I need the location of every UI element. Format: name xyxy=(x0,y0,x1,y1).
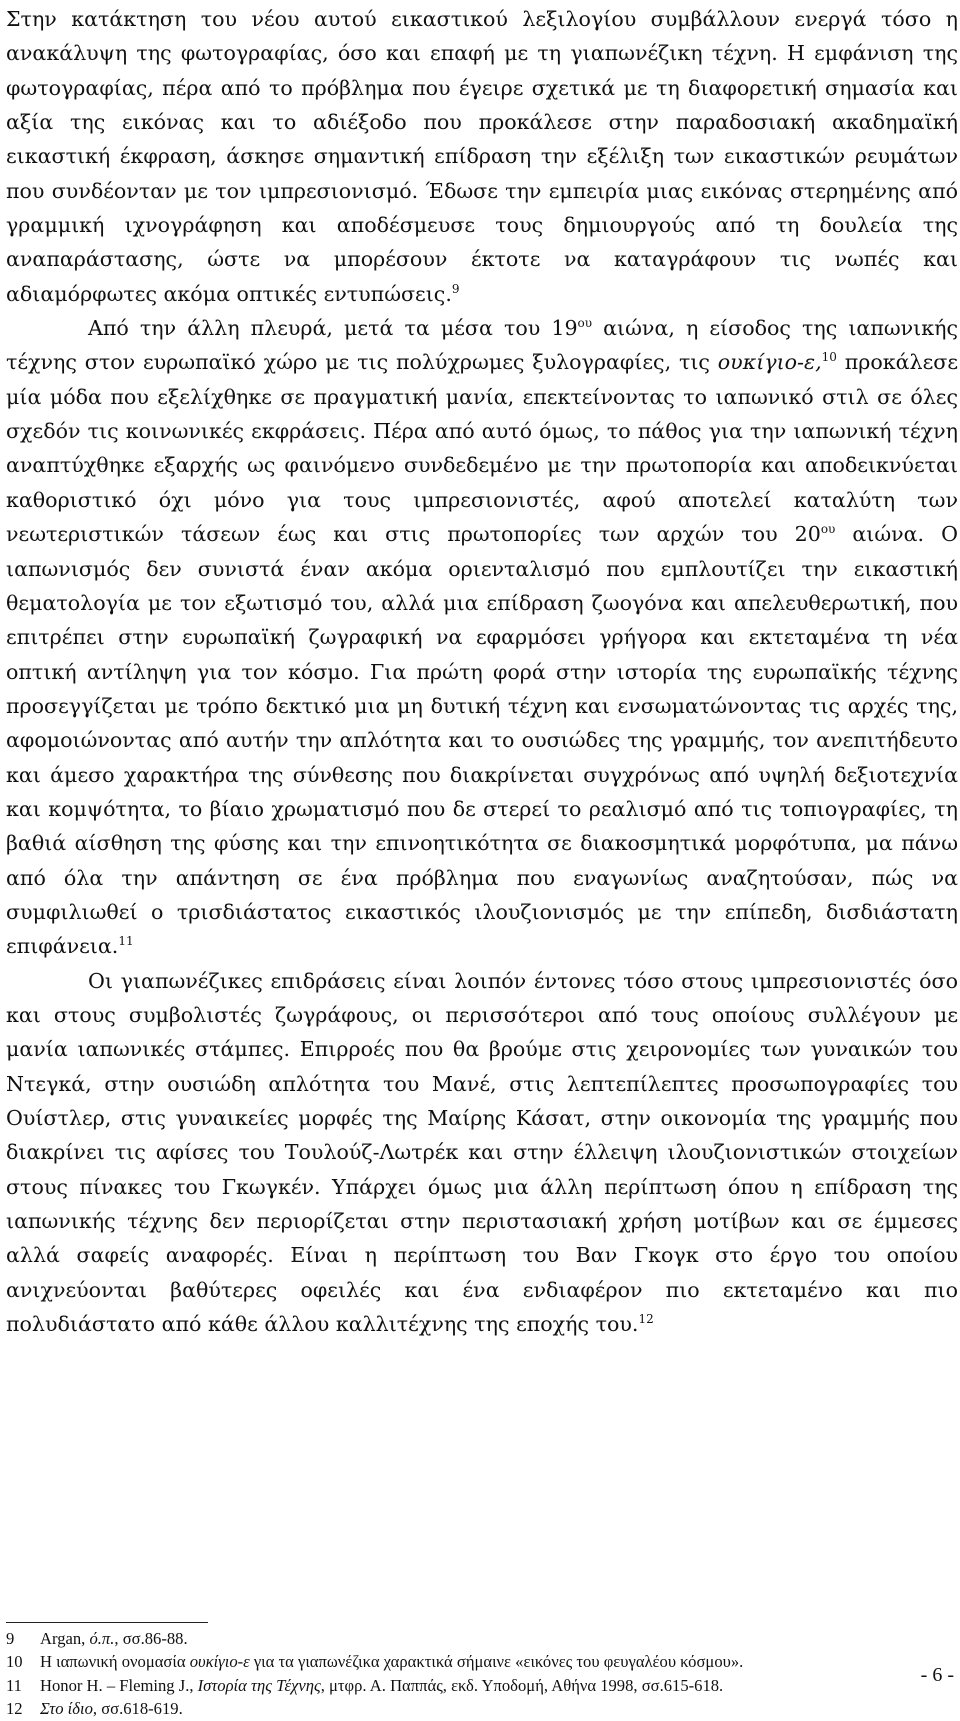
footnote-ref-12: 12 xyxy=(638,1312,654,1327)
paragraph-text: Στην κατάκτηση του νέου αυτού εικαστικού λεξιλογίου συμβάλλουν ενεργά τόσο η ανακάλυψη της φωτογραφίας, όσο και επαφή με τη γιαπωνέζικη τέχνη. Η εμφάνιση της φωτογραφίας, πέρα από το πρόβλημα που έγειρε σχετικά με τη διαφορετική σημασία και αξία της εικόνας και το αδιέξοδο που προκάλεσε στην παραδοσιακή ακαδημαϊκή εικαστική έκφραση, άσκησε σημαντική επίδραση την εξέλιξη των εικαστικών ρευμάτων που συνδέονταν με τον ιμπρεσιονισμό. Έδωσε την εμπειρία μιας εικόνας στερημένης από γραμμική ιχνογράφηση και αποδέσμευσε τους δημιουργούς από τη δουλεία της αναπαράστασης, ώστε να μπορέσουν έκτοτε να καταγράφουν τις νωπές και αδιαμόρφωτες ακόμα οπτικές εντυπώσεις. xyxy=(6,7,958,306)
footnote-text: Η ιαπωνική ονομασία xyxy=(40,1652,190,1672)
footnote-12 xyxy=(6,1697,956,1720)
footnote-ref-9: 9 xyxy=(451,281,460,296)
paragraph-text: αιώνα, η είσοδος της ιαπωνικής τέχνης στον ευρωπαϊκό χώρο με τις πολύχρωμες ξυλογραφίες, τις xyxy=(6,316,958,375)
paragraph-3 xyxy=(6,964,958,1342)
footnote-text: για τα γιαπωνέζικα χαρακτικά σήμαινε «εικόνες του φευγαλέου κόσμου». xyxy=(249,1652,744,1672)
footnote-11 xyxy=(6,1674,956,1697)
footnote-number: 12 xyxy=(6,1699,23,1719)
footnote-divider xyxy=(6,1622,208,1623)
paragraph-text: προκάλεσε μία μόδα που εξελίχθηκε σε πραγματική μανία, επεκτείνοντας το ιαπωνικό στιλ σε όλες σχεδόν τις κοινωνικές εκφράσεις. Πέρα από αυτό όμως, το πάθος για την ιαπωνική τέχνη αναπτύχθηκε εξαρχής ως φαινόμενο συνδεδεμένο με την πρωτοπορία και αποδεικνύεται καθοριστικό όχι μόνο για τους ιμπρεσιονιστές, αφού αποτελεί καταλύτη των νεωτεριστικών τάσεων έως και στις πρωτοπορίες των αρχών του 20 xyxy=(6,350,958,547)
paragraph-text: Οι γιαπωνέζικες επιδράσεις είναι λοιπόν έντονες τόσο στους ιμπρεσιονιστές όσο και στους συμβολιστές ζωγράφους, οι περισσότεροι από τους οποίους συλλέγουν με μανία ιαπωνικές στάμπες. Επιρροές που θα βρούμε στις χειρονομίες των γυναικών του Ντεγκά, στην ουσιώδη απλότητα του Μανέ, στις λεπτεπίλεπτες προσωπογραφίες του Ουίστλερ, στις γυναικείες μορφές της Μαίρης Κάσατ, στην οικονομία της γραμμής που διακρίνει τις αφίσες του Τουλούζ-Λωτρέκ και στην έλλειψη ιλουζιονιστικών στοιχείων στους πίνακες του Γκωγκέν. Υπάρχει όμως μια άλλη περίπτωση όπου η επίδραση της ιαπωνικής τέχνης δεν περιορίζεται στην περιστασιακή χρήση μοτίβων και σε έμμεσες αλλά σαφείς αναφορές. Είναι η περίπτωση του Βαν Γκογκ στο έργο του οποίου ανιχνεύονται βαθύτερες οφειλές και ένα ενδιαφέρον πιο εκτεταμένο και πιο πολυδιάστατο από κάθε άλλου καλλιτέχνης της εποχής του. xyxy=(6,968,958,1337)
footnote-text: , σσ.618-619. xyxy=(92,1699,183,1719)
italic-term: ουκίγιο-ε, xyxy=(717,350,822,375)
footnote-number: 10 xyxy=(6,1652,23,1672)
footnote-10 xyxy=(6,1650,956,1673)
ordinal-suffix: ου xyxy=(577,316,593,331)
footnote-number: 9 xyxy=(6,1629,15,1648)
paragraph-1 xyxy=(6,2,958,311)
footnote-italic: Στο ίδιο xyxy=(40,1699,93,1719)
footnote-italic: Ιστορία της Τέχνης xyxy=(197,1675,321,1695)
page-number: - 6 - xyxy=(920,1664,954,1686)
footnote-text: , σσ.86-88. xyxy=(114,1629,188,1648)
paragraph-text: Από την άλλη πλευρά, μετά τα μέσα του 19 xyxy=(88,316,578,341)
footnote-text: Honor H. – Fleming J., xyxy=(40,1675,198,1695)
footnotes xyxy=(6,1627,956,1721)
footnote-number: 11 xyxy=(6,1675,22,1695)
footnote-9 xyxy=(6,1627,956,1650)
ordinal-suffix: ου xyxy=(820,522,836,537)
body-text xyxy=(6,2,958,1341)
footnote-text: , μτφρ. Α. Παππάς, εκδ. Υποδομή, Αθήνα 1998, σσ.615-618. xyxy=(320,1675,724,1695)
footnote-ref-11: 11 xyxy=(118,934,134,949)
footnote-italic: ό.π. xyxy=(89,1629,115,1648)
paragraph-2 xyxy=(6,311,958,964)
paragraph-text: αιώνα. Ο ιαπωνισμός δεν συνιστά έναν ακόμα οριενταλισμό που εμπλουτίζει την εικαστική θεματολογία με τον εξωτισμό του, αλλά μια επίδραση ζωογόνα και απελευθερωτική, που επιτρέπει στην ευρωπαϊκή ζωγραφική να εφαρμόσει γρήγορα και εκτεταμένα τη νέα οπτική αντίληψη για τον κόσμο. Για πρώτη φορά στην ιστορία της ευρωπαϊκής τέχνης προσεγγίζεται με τρόπο δεκτικό μια μη δυτική τέχνη και ενσωματώνοντας τις αρχές της, αφομοιώνοντας από αυτήν την απλότητα και το ουσιώδες της γραμμής, τον ανεπιτήδευτο και άμεσο χαρακτήρα της σύνθεσης που διακρίνεται συγχρόνως από υψηλή δεξιοτεχνία και κομψότητα, το βίαιο χρωματισμό που δε στερεί το ρεαλισμό από τις τοπιογραφίες, τη βαθιά αίσθηση της φύσης και την επινοητικότητα σε διακοσμητικά μορφότυπα, μα πάνω από όλα την απάντηση σε ένα πρόβλημα που εναγωνίως αναζητούσαν, πώς να συμφιλιωθεί ο τρισδιάστατος εικαστικός ιλουζιονισμός με την επίπεδη, δισδιάστατη επιφάνεια. xyxy=(6,522,958,959)
footnote-ref-10: 10 xyxy=(821,350,837,365)
footnote-text: Argan, xyxy=(40,1629,90,1648)
footnote-italic: ουκίγιο-ε xyxy=(189,1652,250,1672)
